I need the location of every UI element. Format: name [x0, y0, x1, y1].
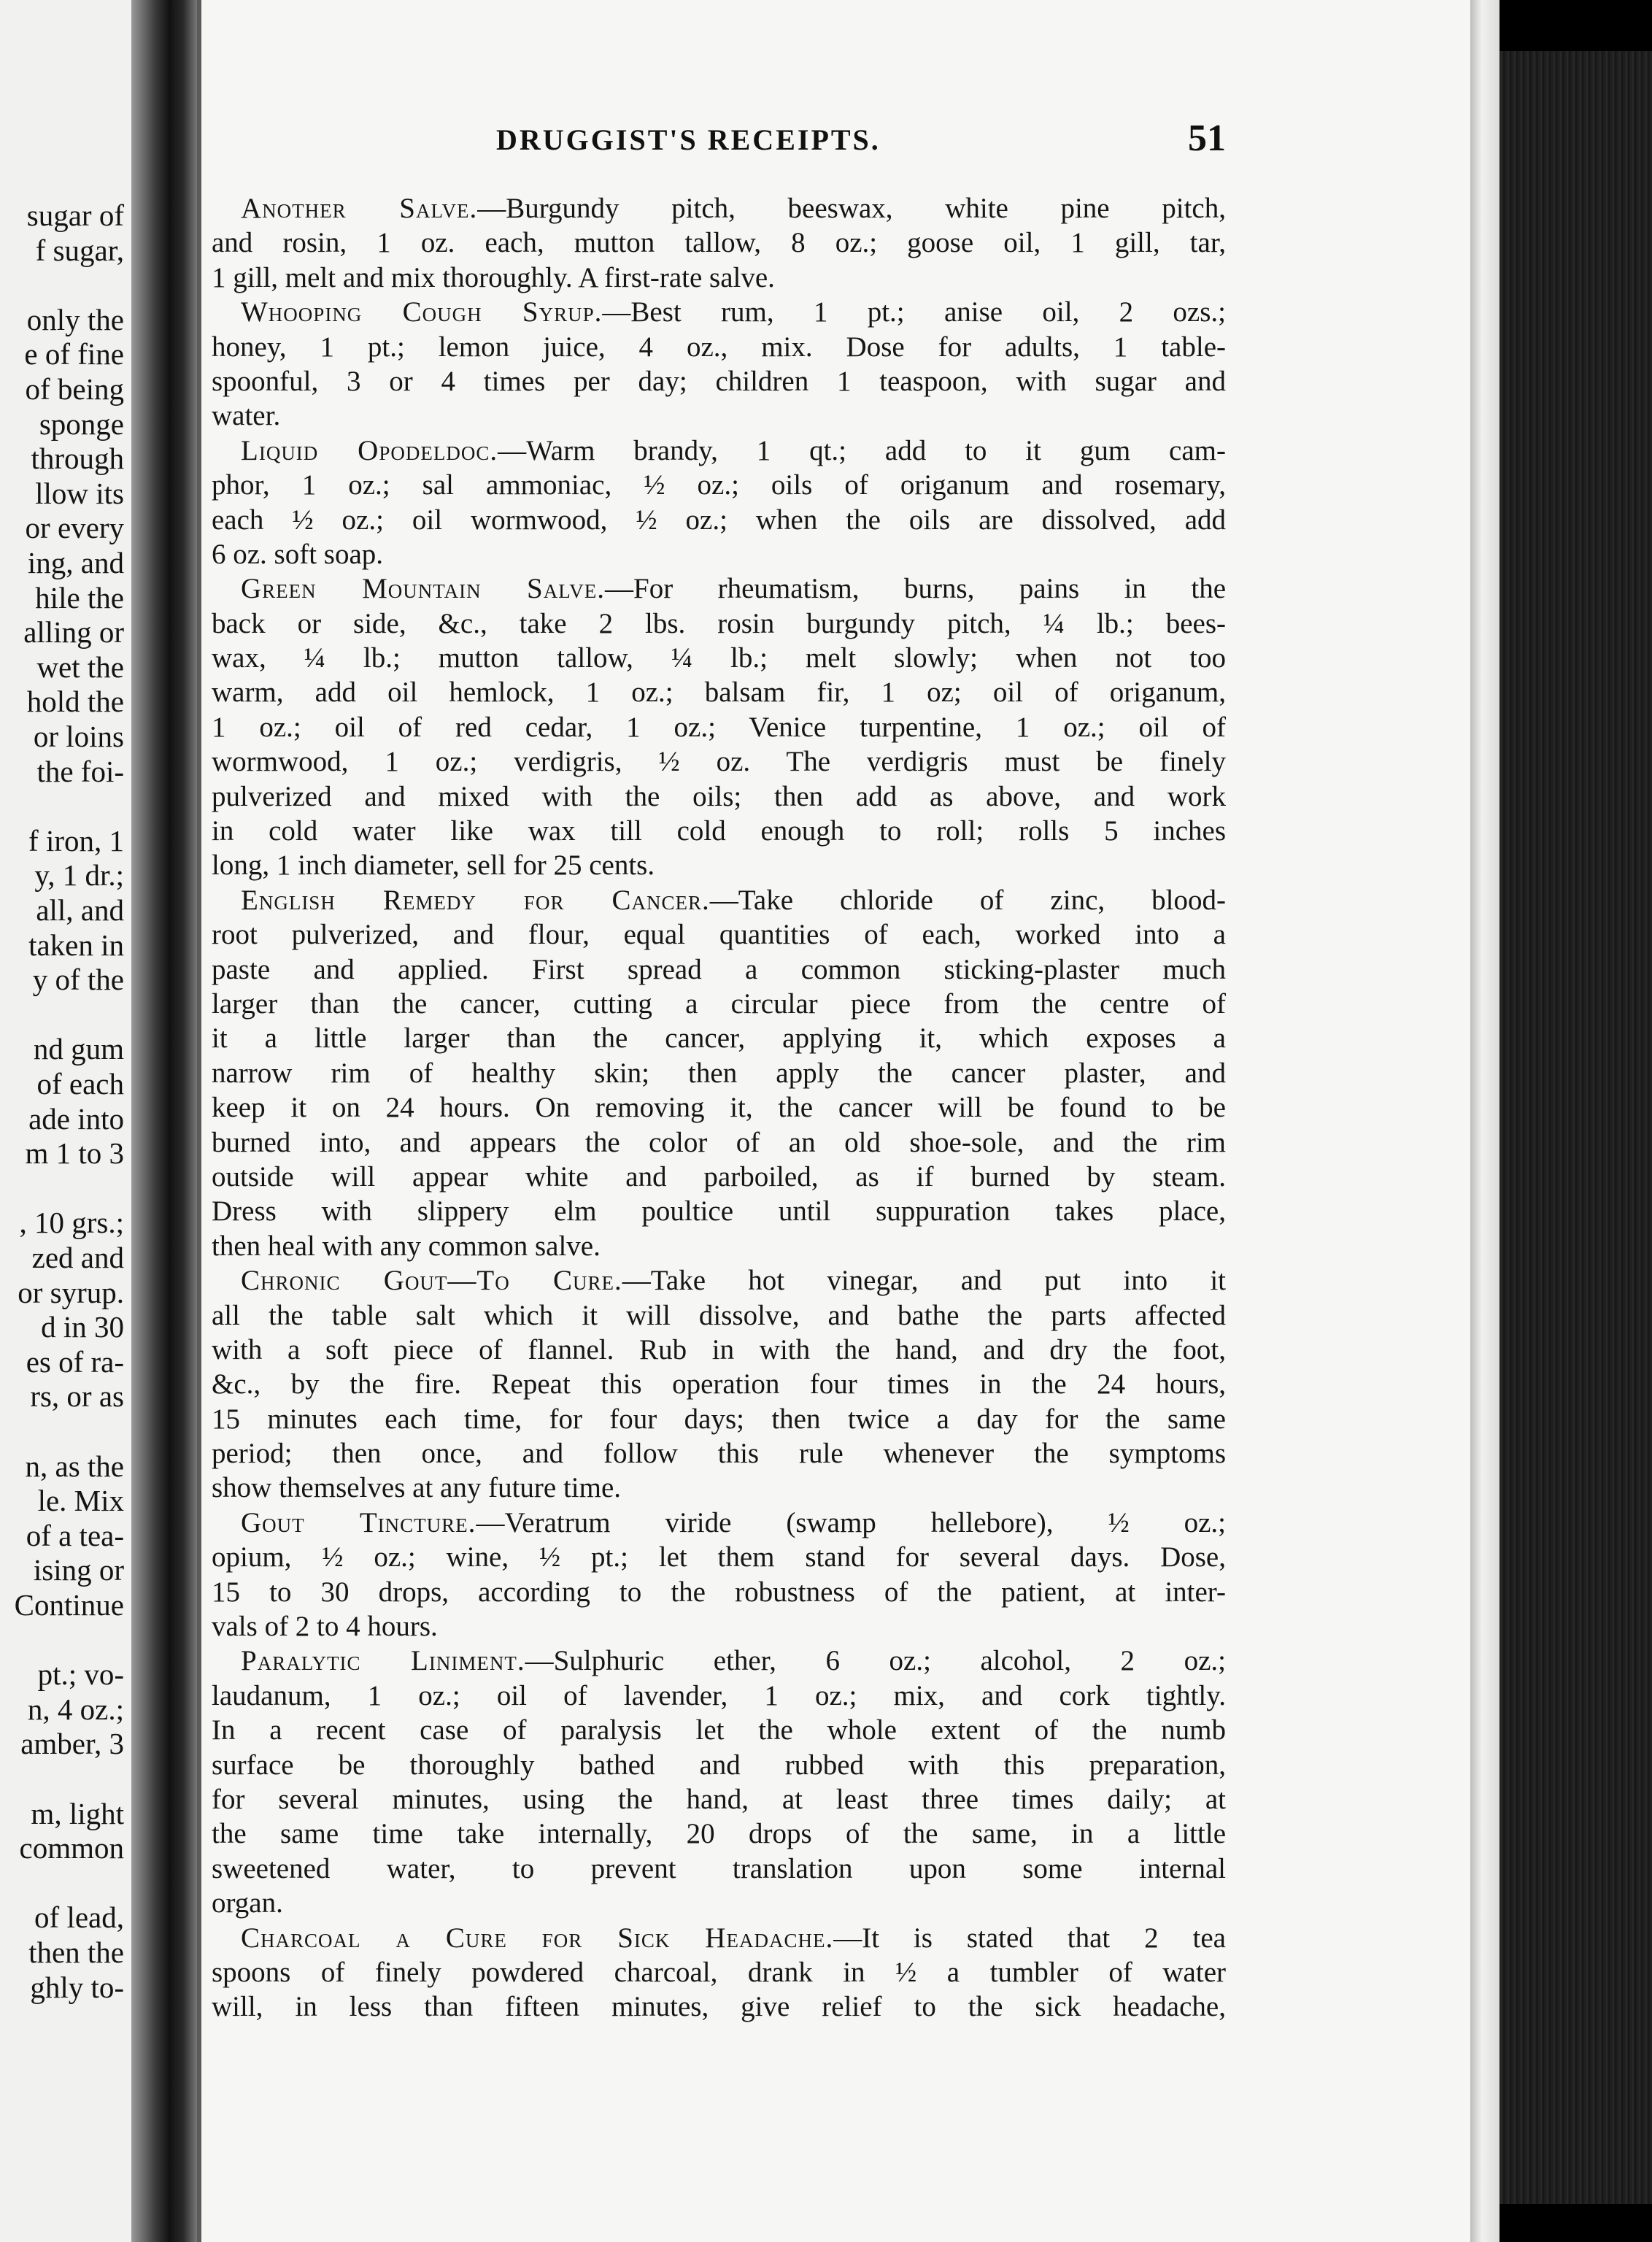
text-line [212, 848, 1226, 882]
left-page-line: e of fine [24, 337, 124, 371]
book-binding [1499, 51, 1652, 2204]
text-line [212, 1229, 1226, 1263]
text-line [212, 952, 1226, 987]
page-body [212, 191, 1226, 2025]
text-line [212, 1056, 1226, 1090]
left-page-line: of a tea- [26, 1518, 124, 1552]
left-page-line: the foi- [36, 754, 124, 788]
recipe-text: —Burgundy pitch, beeswax, white pine pitch, [477, 193, 1226, 224]
left-page-line: amber, 3 [20, 1727, 124, 1761]
recipe-text: vals of 2 to 4 hours. [212, 1611, 438, 1643]
recipe-first-line [212, 1506, 1226, 1540]
left-page-line: rs, or as [30, 1379, 124, 1414]
left-page-line: hile the [35, 580, 124, 615]
recipe-text: the same time take internally, 20 drops of the same, in a little [212, 1818, 1226, 1850]
left-page-line: m, light [31, 1796, 124, 1830]
recipe-text: for several minutes, using the hand, at least three times daily; at [212, 1783, 1226, 1815]
left-page-line: of lead, [34, 1900, 124, 1935]
recipe-text: will, in less than fifteen minutes, give relief to the sick headache, [212, 1991, 1226, 2023]
text-line [212, 1090, 1226, 1125]
recipe-text: outside will appear white and parboiled, as if burned by steam. [212, 1160, 1226, 1193]
recipe-text: Dress with slippery elm poultice until suppuration takes place, [212, 1195, 1226, 1228]
left-page-line: or every [25, 511, 124, 545]
left-page-line: alling or [23, 615, 124, 650]
page-edge [1470, 0, 1499, 2242]
recipe-text: with a soft piece of flannel. Rub in with the hand, and dry the foot, [212, 1333, 1226, 1365]
recipe-text: —Sulphuric ether, 6 oz.; alcohol, 2 oz.; [525, 1645, 1226, 1677]
recipe-first-line [212, 883, 1226, 917]
recipe-text: show themselves at any future time. [212, 1472, 622, 1504]
recipe-text: paste and applied. First spread a common sticking-plaster much [212, 953, 1226, 985]
left-page-line: all, and [36, 893, 124, 927]
text-line [212, 226, 1226, 260]
text-line [212, 1852, 1226, 1886]
recipe-text: 15 to 30 drops, according to the robustness of the patient, at inter- [212, 1576, 1226, 1608]
recipe-first-line [212, 434, 1226, 468]
text-line [212, 987, 1226, 1021]
recipe-text: warm, add oil hemlock, 1 oz.; balsam fir, 1 oz; oil of origanum, [212, 677, 1226, 709]
left-page-line: m 1 to 3 [25, 1136, 124, 1171]
recipe-text: it a little larger than the cancer, applying it, which exposes a [212, 1022, 1226, 1055]
text-line [212, 1540, 1226, 1574]
left-page [0, 0, 153, 2242]
running-head: DRUGGIST'S RECEIPTS. [496, 123, 881, 156]
recipe-text: laudanum, 1 oz.; oil of lavender, 1 oz.; mix, and cork tightly. [212, 1679, 1226, 1711]
recipe-text: period; then once, and follow this rule whenever the symptoms [212, 1438, 1226, 1470]
left-page-line: or loins [33, 720, 124, 753]
left-page-line: n, 4 oz.; [27, 1692, 124, 1726]
page-header [212, 117, 1226, 168]
recipe-title: Whooping Cough Syrup. [241, 296, 603, 328]
left-page-line: llow its [35, 476, 124, 510]
text-line [212, 503, 1226, 537]
text-line [212, 1609, 1226, 1644]
recipe-text: all the table salt which it will dissolve, and bathe the parts affected [212, 1299, 1226, 1331]
recipe-text: wormwood, 1 oz.; verdigris, ½ oz. The verdigris must be finely [212, 746, 1226, 778]
left-page-line: sugar of [26, 199, 124, 232]
text-line [212, 744, 1226, 779]
text-line [212, 779, 1226, 814]
recipe-text: spoons of finely powdered charcoal, drank in ½ a tumbler of water [212, 1956, 1226, 1988]
text-line [212, 1679, 1226, 1713]
text-line [212, 1748, 1226, 1782]
recipe-title: Gout Tincture. [241, 1506, 476, 1538]
left-page-line: d in 30 [41, 1310, 124, 1344]
text-line [212, 364, 1226, 398]
left-page-line: nd gum [33, 1032, 124, 1066]
left-page-line: or syrup. [18, 1275, 124, 1309]
book-gutter [131, 0, 201, 2242]
recipe-text: —It is stated that 2 tea [833, 1922, 1226, 1954]
left-page-line: ing, and [27, 546, 124, 579]
recipe-text: keep it on 24 hours. On removing it, the cancer will be found to be [212, 1092, 1226, 1124]
text-line [212, 1160, 1226, 1194]
recipe-title: Green Mountain Salve. [241, 573, 605, 605]
text-line [212, 1575, 1226, 1609]
recipe-text: —Take hot vinegar, and put into it [622, 1265, 1226, 1297]
left-page-line: of each [36, 1067, 124, 1101]
recipe-text: 1 oz.; oil of red cedar, 1 oz.; Venice turpentine, 1 oz.; oil of [212, 711, 1226, 743]
text-line [212, 1989, 1226, 2024]
recipe-text: root pulverized, and flour, equal quantities of each, worked into a [212, 919, 1226, 951]
recipe-text: organ. [212, 1887, 283, 1919]
left-page-line: zed and [31, 1241, 124, 1274]
recipe-text: 6 oz. soft soap. [212, 538, 384, 570]
recipe-title: Another Salve. [241, 193, 478, 224]
left-page-line: then the [28, 1935, 124, 1969]
text-line [212, 1782, 1226, 1817]
recipe-text: back or side, &c., take 2 lbs. rosin burgundy pitch, ¼ lb.; bees- [212, 607, 1226, 639]
recipe-text: burned into, and appears the color of an old shoe-sole, and the rim [212, 1126, 1226, 1158]
text-line [212, 1194, 1226, 1228]
recipe-text: —Take chloride of zinc, blood- [709, 884, 1227, 916]
recipe-text: each ½ oz.; oil wormwood, ½ oz.; when the oils are dissolved, add [212, 504, 1226, 536]
recipe-text: &c., by the fire. Repeat this operation four times in the 24 hours, [212, 1368, 1226, 1401]
recipe-title: Chronic Gout—To Cure. [241, 1265, 622, 1297]
recipe-text: honey, 1 pt.; lemon juice, 4 oz., mix. Dose for adults, 1 table- [212, 331, 1226, 363]
text-line [212, 468, 1226, 502]
left-page-line: ising or [33, 1553, 124, 1587]
recipe-text: —Veratrum viride (swamp hellebore), ½ oz.; [476, 1506, 1227, 1538]
recipe-first-line [212, 571, 1226, 606]
recipe-text: spoonful, 3 or 4 times per day; children 1 teaspoon, with sugar and [212, 365, 1226, 397]
text-line [212, 537, 1226, 571]
left-page-line: only the [26, 302, 124, 336]
text-line [212, 1886, 1226, 1920]
recipe-text: larger than the cancer, cutting a circular piece from the centre of [212, 987, 1226, 1020]
recipe-text: —For rheumatism, burns, pains in the [605, 573, 1227, 605]
recipe-title: English Remedy for Cancer. [241, 884, 710, 916]
left-page-line: common [19, 1831, 124, 1865]
left-page-line: pt.; vo- [37, 1657, 124, 1692]
recipe-text: and rosin, 1 oz. each, mutton tallow, 8 oz.; goose oil, 1 gill, tar, [212, 227, 1226, 259]
text-line [212, 1298, 1226, 1333]
left-page-line: ghly to- [30, 1970, 124, 2004]
left-page-line: through [31, 442, 124, 476]
text-line [212, 1955, 1226, 1989]
text-line [212, 398, 1226, 433]
recipe-text: 1 gill, melt and mix thoroughly. A first-rate salve. [212, 261, 775, 293]
recipe-text: 15 minutes each time, for four days; then twice a day for the same [212, 1403, 1226, 1435]
text-line [212, 814, 1226, 848]
recipe-first-line [212, 1263, 1226, 1298]
recipe-text: pulverized and mixed with the oils; then add as above, and work [212, 780, 1226, 812]
recipe-first-line [212, 295, 1226, 329]
recipe-title: Liquid Opodeldoc. [241, 434, 498, 466]
recipe-text: —Warm brandy, 1 qt.; add to it gum cam- [498, 434, 1226, 466]
left-page-line: f iron, 1 [28, 823, 124, 858]
recipe-first-line [212, 1644, 1226, 1678]
left-page-line: y, 1 dr.; [34, 858, 124, 893]
left-page-line: ade into [28, 1101, 124, 1136]
left-page-line: sponge [39, 407, 124, 441]
left-page-line: n, as the [25, 1449, 124, 1483]
text-line [212, 1436, 1226, 1471]
left-page-line: Continue [14, 1588, 124, 1622]
left-page-line: f sugar, [35, 233, 124, 267]
recipe-title: Charcoal a Cure for Sick Headache. [241, 1922, 834, 1954]
text-line [212, 1817, 1226, 1851]
recipe-text: narrow rim of healthy skin; then apply the cancer plaster, and [212, 1057, 1226, 1089]
text-line [212, 1021, 1226, 1055]
left-page-line: le. Mix [37, 1484, 124, 1518]
text-line [212, 917, 1226, 952]
recipe-text: then heal with any common salve. [212, 1230, 601, 1262]
recipe-text: —Best rum, 1 pt.; anise oil, 2 ozs.; [602, 296, 1226, 328]
recipe-text: wax, ¼ lb.; mutton tallow, ¼ lb.; melt slowly; when not too [212, 642, 1226, 674]
recipe-text: In a recent case of paralysis let the whole extent of the numb [212, 1714, 1226, 1746]
recipe-first-line [212, 1921, 1226, 1955]
text-line [212, 1402, 1226, 1436]
text-line [212, 606, 1226, 641]
text-line [212, 1333, 1226, 1367]
recipe-text: sweetened water, to prevent translation upon some internal [212, 1852, 1226, 1884]
left-page-line: , 10 grs.; [19, 1206, 124, 1240]
text-line [212, 330, 1226, 364]
text-line [212, 675, 1226, 709]
left-page-line: wet the [36, 650, 124, 684]
recipe-text: phor, 1 oz.; sal ammoniac, ½ oz.; oils of origanum and rosemary, [212, 469, 1226, 501]
recipe-text: long, 1 inch diameter, sell for 25 cents. [212, 850, 655, 882]
left-page-line: hold the [26, 685, 124, 719]
text-line [212, 1713, 1226, 1747]
text-line [212, 710, 1226, 744]
recipe-text: opium, ½ oz.; wine, ½ pt.; let them stand for several days. Dose, [212, 1541, 1226, 1573]
text-line [212, 1367, 1226, 1401]
recipe-text: water. [212, 400, 281, 432]
text-line [212, 641, 1226, 675]
recipe-title: Paralytic Liniment. [241, 1645, 525, 1677]
text-line [212, 1471, 1226, 1505]
recipe-first-line [212, 191, 1226, 226]
left-page-line: of being [25, 372, 124, 406]
page-number: 51 [1188, 118, 1226, 159]
recipe-text: in cold water like wax till cold enough to roll; rolls 5 inches [212, 815, 1226, 847]
text-line [212, 1125, 1226, 1160]
left-page-line: es of ra- [26, 1344, 124, 1379]
recipe-text: surface be thoroughly bathed and rubbed with this preparation, [212, 1749, 1226, 1781]
left-page-line: y of the [32, 963, 124, 997]
text-line [212, 261, 1226, 295]
left-page-line: taken in [28, 928, 124, 962]
